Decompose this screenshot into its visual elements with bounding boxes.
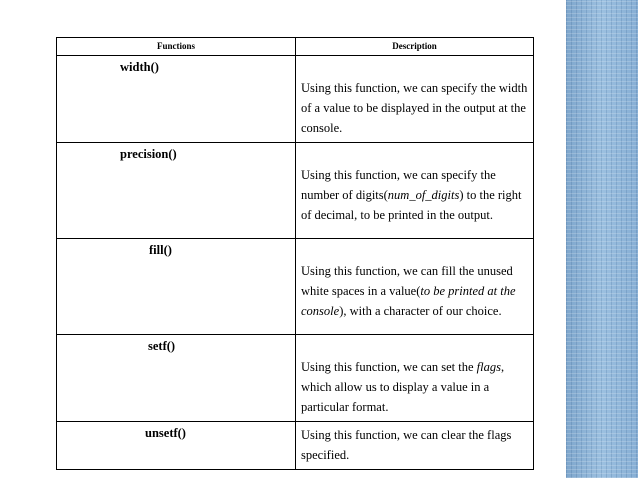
function-name: setf() — [148, 339, 176, 353]
functions-table — [56, 37, 534, 470]
function-name: unsetf() — [145, 426, 186, 440]
table-row — [57, 335, 534, 422]
description-run: , which allow us to display a value in a particular format. — [301, 360, 505, 414]
function-name: precision() — [120, 147, 177, 161]
description-run: Using this function, we can specify the number of digits( — [301, 168, 496, 202]
table-row — [57, 422, 534, 470]
description-run: Using this function, we can set the — [301, 360, 477, 374]
description-cell — [296, 56, 534, 143]
table-row — [57, 56, 534, 143]
function-cell — [57, 239, 296, 335]
description-run: Using this function, we can clear the flags specified. — [301, 428, 512, 462]
table-header-row — [57, 38, 534, 56]
description-text — [296, 56, 533, 142]
description-text — [296, 422, 533, 469]
table-row — [57, 143, 534, 239]
description-cell — [296, 239, 534, 335]
functions-table-container — [56, 37, 533, 470]
description-text — [296, 239, 533, 325]
description-cell — [296, 143, 534, 239]
description-run: ), with a character of our choice. — [339, 304, 502, 318]
description-italic-run: to be printed at the console — [301, 284, 516, 318]
header-description: Description — [296, 38, 534, 56]
function-name: width() — [120, 60, 159, 74]
function-cell — [57, 143, 296, 239]
decorative-side-bar — [566, 0, 638, 478]
description-cell — [296, 335, 534, 422]
description-cell — [296, 422, 534, 470]
description-run: Using this function, we can specify the width of a value to be displayed in the output at the console. — [301, 81, 528, 135]
header-functions: Functions — [57, 38, 296, 56]
function-cell — [57, 335, 296, 422]
description-text — [296, 335, 533, 421]
description-italic-run: flags — [476, 360, 501, 374]
function-cell — [57, 422, 296, 470]
description-italic-run: num_of_digits — [387, 188, 460, 202]
table-row — [57, 239, 534, 335]
description-run: Using this function, we can fill the unused white spaces in a value( — [301, 264, 513, 298]
description-text — [296, 143, 533, 229]
function-cell — [57, 56, 296, 143]
function-name: fill() — [149, 243, 172, 257]
description-run: ) to the right of decimal, to be printed in the output. — [301, 188, 522, 222]
